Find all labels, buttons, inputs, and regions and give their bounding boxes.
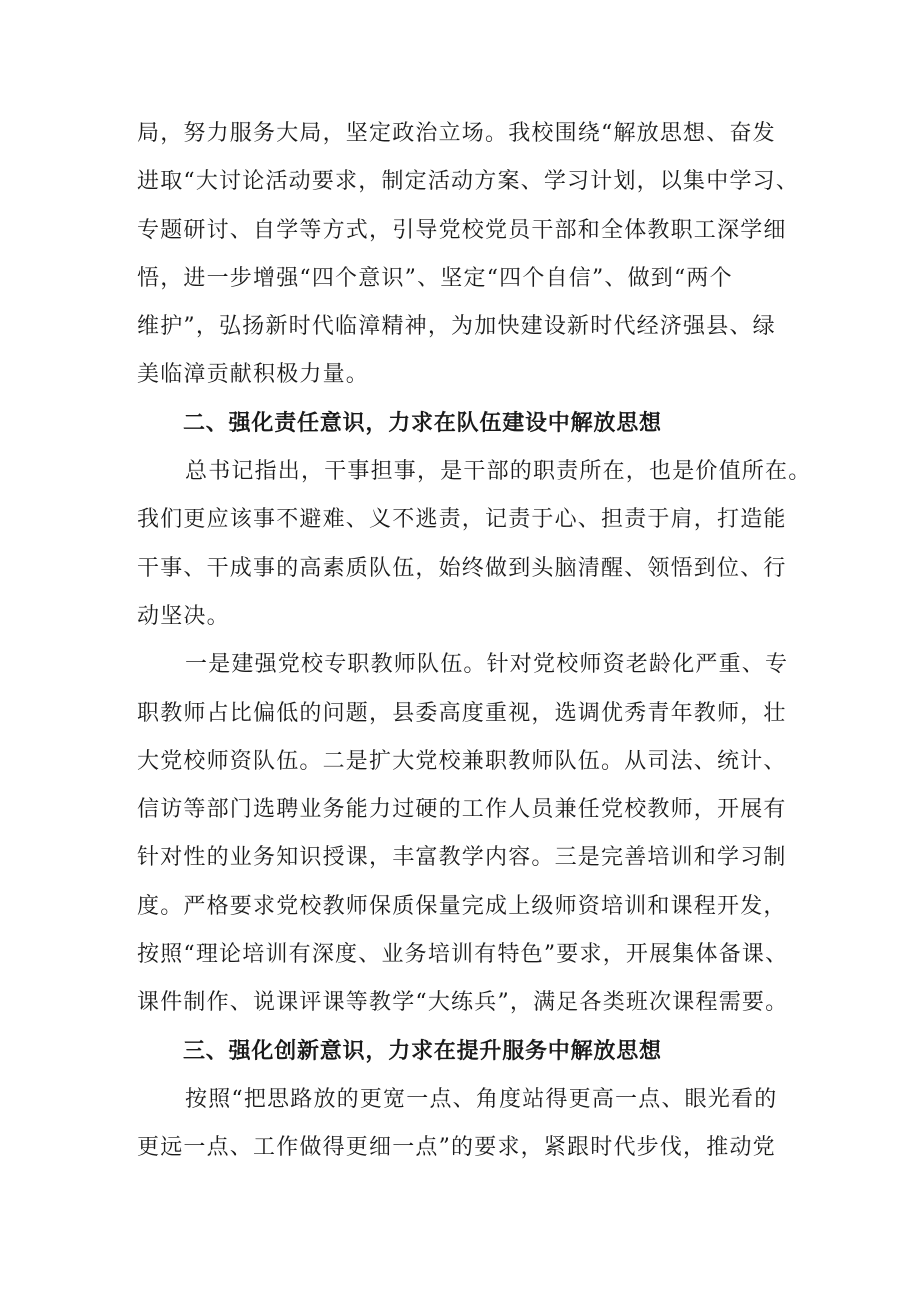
body-line: 课件制作、说课评课等教学“大练兵”，满足各类班次课程需要。: [137, 990, 789, 1016]
body-line: 更远一点、工作做得更细一点”的要求，紧跟时代步伐，推动党: [137, 1135, 776, 1161]
section-heading-2: 二、强化责任意识，力求在队伍建设中解放思想: [183, 410, 662, 436]
body-line: 动坚决。: [137, 603, 230, 629]
section-heading-3: 三、强化创新意识，力求在提升服务中解放思想: [183, 1038, 662, 1064]
body-line: 我们更应该事不避难、义不逃责，记责于心、担责于肩，打造能: [137, 507, 787, 533]
body-line: 局，努力服务大局，坚定政治立场。我校围绕“解放思想、奋发: [137, 121, 776, 146]
body-line: 悟，进一步增强“四个意识”、坚定“四个自信”、做到“两个: [137, 265, 733, 291]
body-line: 度。严格要求党校教师保质保量完成上级师资培训和课程开发，: [137, 893, 787, 919]
body-line: 进取“大讨论活动要求，制定活动方案、学习计划，以集中学习、: [137, 169, 800, 195]
body-line: 信访等部门选聘业务能力过硬的工作人员兼任党校教师，开展有: [137, 797, 787, 823]
body-line: 干事、干成事的高素质队伍，始终做到头脑清醒、领悟到位、行: [137, 555, 787, 581]
document-body: [137, 110, 812, 1173]
paragraph-first-line: 按照“把思路放的更宽一点、角度站得更高一点、眼光看的: [185, 1086, 778, 1112]
body-line: 针对性的业务知识授课，丰富教学内容。三是完善培训和学习制: [137, 845, 787, 871]
paragraph-first-line: 一是建强党校专职教师队伍。针对党校师资老龄化严重、专: [185, 652, 789, 678]
body-line: 维护”，弘扬新时代临漳精神，为加快建设新时代经济强县、绿: [137, 314, 776, 340]
body-line: 按照“理论培训有深度、业务培训有特色”要求，开展集体备课、: [137, 942, 789, 968]
body-line: 美临漳贡献积极力量。: [137, 362, 370, 388]
body-line: 职教师占比偏低的问题，县委高度重视，选调优秀青年教师，壮: [137, 700, 787, 726]
paragraph-first-line: 总书记指出，干事担事，是干部的职责所在，也是价值所在。: [185, 459, 812, 485]
body-line: 大党校师资队伍。二是扩大党校兼职教师队伍。从司法、统计、: [137, 748, 787, 774]
body-line: 专题研讨、自学等方式，引导党校党员干部和全体教职工深学细: [137, 217, 787, 243]
